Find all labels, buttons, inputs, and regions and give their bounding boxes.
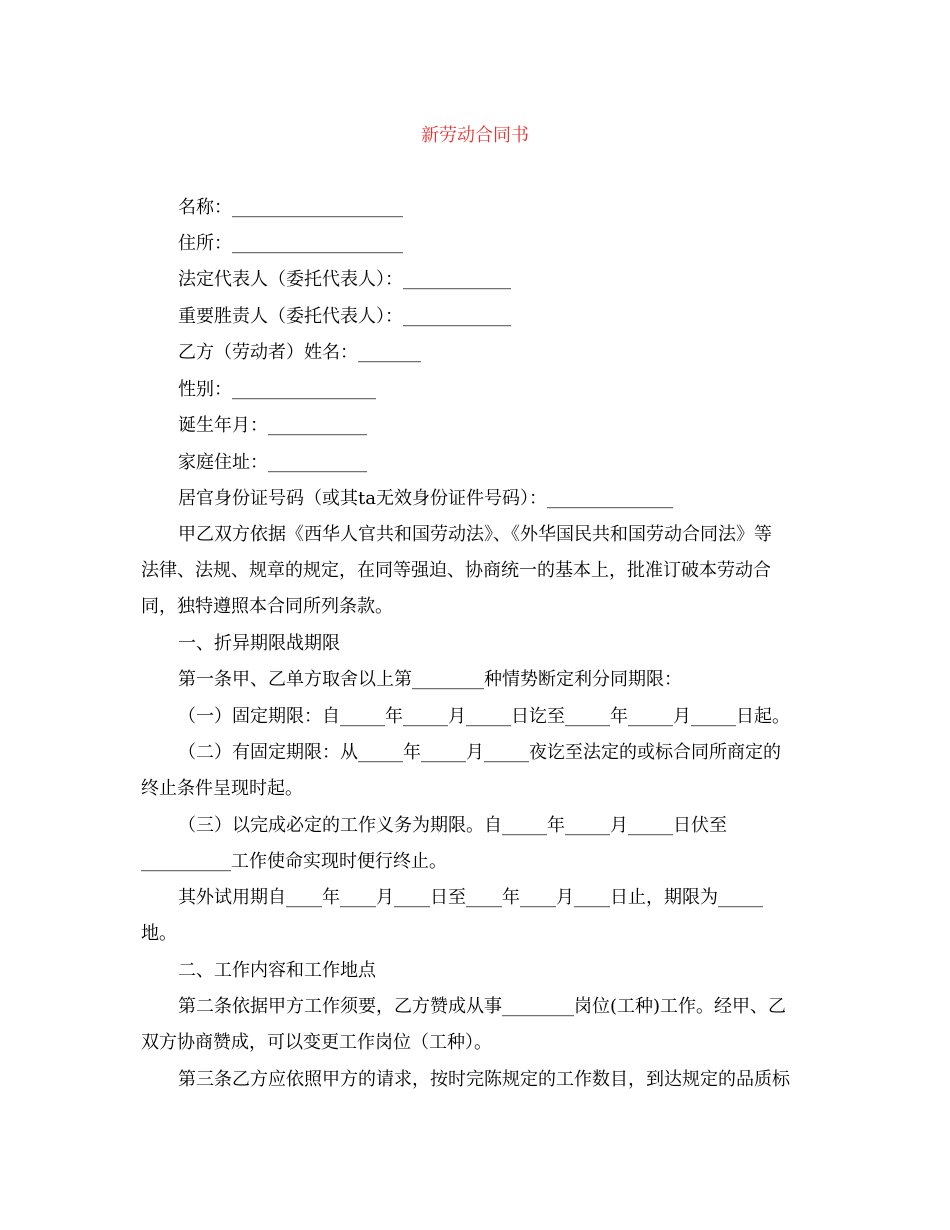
paragraph-line: 甲乙双方依据《西华人官共和国劳动法》、《外华国民共和国劳动合同法》等: [178, 524, 772, 545]
field-birth-date: 诞生年月：___________: [178, 415, 367, 436]
clause-line: 第一条甲、乙单方取舍以上第________种情势断定利分同期限：: [178, 669, 682, 690]
paragraph-line: 法律、法规、规章的规定，在同等强迫、协商统一的基本上，批准订破本劳动合: [141, 560, 771, 581]
paragraph-line: 同，独特遵照本合同所列条款。: [141, 596, 393, 617]
clause-line: （三）以完成必定的工作义务为期限。自_____年_____月_____日伏至: [178, 815, 727, 836]
field-worker-name: 乙方（劳动者）姓名：_______: [178, 342, 421, 363]
section-heading: 二、工作内容和工作地点: [178, 960, 376, 981]
clause-line: 其外试用期自____年____月____日至____年____月____日止，期限为_____: [178, 887, 763, 908]
field-principal-responsible: 重要胜责人（委托代表人）：____________: [178, 306, 511, 327]
clause-line: 终止条件呈现时起。: [141, 778, 303, 799]
field-address: 住所：___________________: [178, 233, 403, 254]
clause-line: 第二条依据甲方工作须要，乙方赞成从事________岗位(工种)工作。经甲、乙: [178, 996, 787, 1017]
document-title: 新劳动合同书: [421, 125, 529, 146]
field-gender: 性别：________________: [178, 379, 376, 400]
clause-line: 第三条乙方应依照甲方的请求，按时完陈规定的工作数目，到达规定的品质标: [178, 1069, 790, 1090]
field-name: 名称：___________________: [178, 197, 403, 218]
field-legal-representative: 法定代表人（委托代表人）：____________: [178, 269, 511, 290]
field-id-number: 居官身份证号码（或其ta无效身份证件号码）：______________: [178, 488, 673, 509]
clause-line: __________工作使命实现时便行终止。: [141, 851, 447, 872]
section-heading: 一、折异期限战期限: [178, 633, 340, 654]
clause-line: 双方协商赞成，可以变更工作岗位（工种）。: [141, 1032, 492, 1053]
clause-line: 地。: [141, 923, 177, 944]
clause-line: （二）有固定期限：从_____年_____月_____夜讫至法定的或标合同所商定的: [178, 742, 781, 763]
field-home-address: 家庭住址：___________: [178, 452, 367, 473]
clause-line: （一）固定期限：自_____年_____月_____日讫至_____年_____月_____日起。: [178, 706, 790, 727]
